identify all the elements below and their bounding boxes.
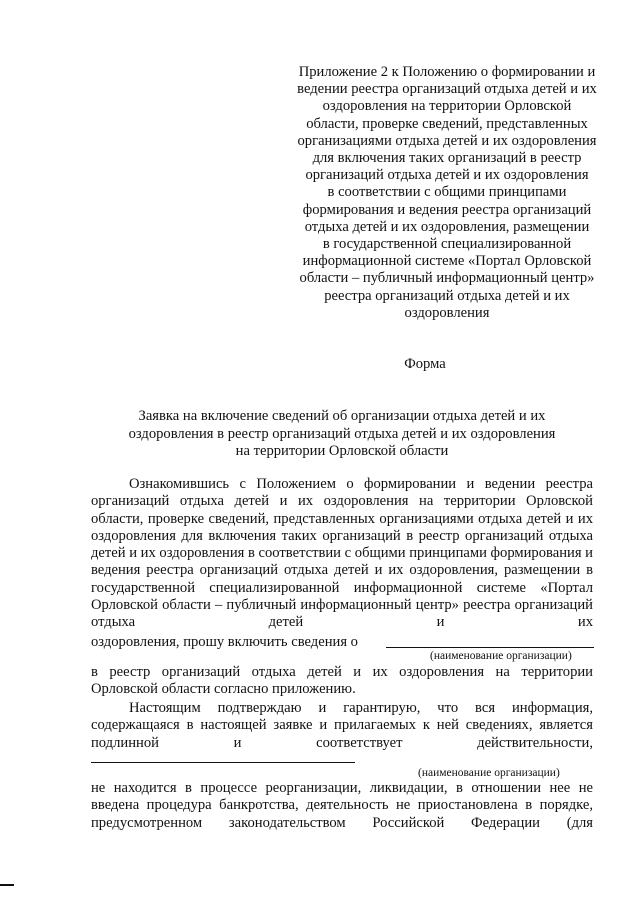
appendix-line: организаций отдыха детей и их оздоровления <box>305 167 589 184</box>
appendix-line: области, проверке сведений, представленных <box>306 115 588 132</box>
title-line: на территории Орловской области <box>235 443 449 459</box>
org-name-caption: (наименование организации) <box>430 650 572 662</box>
appendix-line: оздоровления на территории Орловской <box>322 98 572 115</box>
appendix-line: в соответствии с общими принципами <box>327 184 567 201</box>
title-line: оздоровления в реестр организаций отдыха детей и их оздоровления <box>128 425 556 442</box>
document-title <box>92 408 592 461</box>
appendix-line: реестра организаций отдыха детей и их <box>324 287 570 304</box>
paragraph-status: не находится в процессе реорганизации, ликвидации, в отношении нее не введена процедура банкротства, деятельность не приостановлена в порядке, предусмотренном законодательством Российской Федерации (для <box>91 780 593 831</box>
title-line: Заявка на включение сведений об организации отдыха детей и их <box>138 408 546 424</box>
paragraph-registry: в реестр организаций отдыха детей и их оздоровления на территории Орловской области согласно приложению. <box>91 664 593 698</box>
paragraph-confirmation: Настоящим подтверждаю и гарантирую, что вся информация, содержащаяся в настоящей заявке и прилагаемых к ней сведениях, является подлинной и соответствует действительности, <box>91 700 593 751</box>
paragraph-intro: Ознакомившись с Положением о формировании и ведении реестра организаций отдыха детей и их оздоровления на территории Орловской области, проверке сведений, представленных организациями отдыха детей и их оздоровления для включения таких организаций в реестр организаций отдыха детей и их оздоровления в соответствии с общими принципами формирования и ведения реестра организаций отдыха детей и их оздоровления, размещении в государственной специализированной информационной системе «Портал Орловской области – публичный информационный центр» реестра организаций отдыха детей и их <box>91 476 593 631</box>
appendix-line: Приложение 2 к Положению о формировании и <box>298 64 596 80</box>
appendix-line: формирования и ведения реестра организаций <box>302 201 592 218</box>
org-name-blank-line[interactable] <box>386 647 594 648</box>
appendix-reference <box>282 64 612 322</box>
appendix-line: оздоровления <box>404 304 490 321</box>
org-name-caption-2: (наименование организации) <box>418 767 560 779</box>
paragraph-intro-last-line: оздоровления, прошу включить сведения о <box>91 634 358 650</box>
form-label: Форма <box>404 356 446 372</box>
org-name-blank-line-2[interactable] <box>91 762 355 763</box>
appendix-line: отдыха детей и их оздоровления, размещении <box>304 218 590 235</box>
appendix-line: в государственной специализированной <box>322 236 572 253</box>
appendix-line: организациями отдыха детей и их оздоровления <box>297 132 597 149</box>
appendix-line: ведении реестра организаций отдыха детей и их <box>297 81 597 98</box>
page-edge-mark <box>0 884 14 886</box>
appendix-line: области – публичный информационный центр» <box>299 270 595 287</box>
appendix-line: для включения таких организаций в реестр <box>312 150 582 167</box>
appendix-line: информационной системе «Портал Орловской <box>302 253 592 270</box>
